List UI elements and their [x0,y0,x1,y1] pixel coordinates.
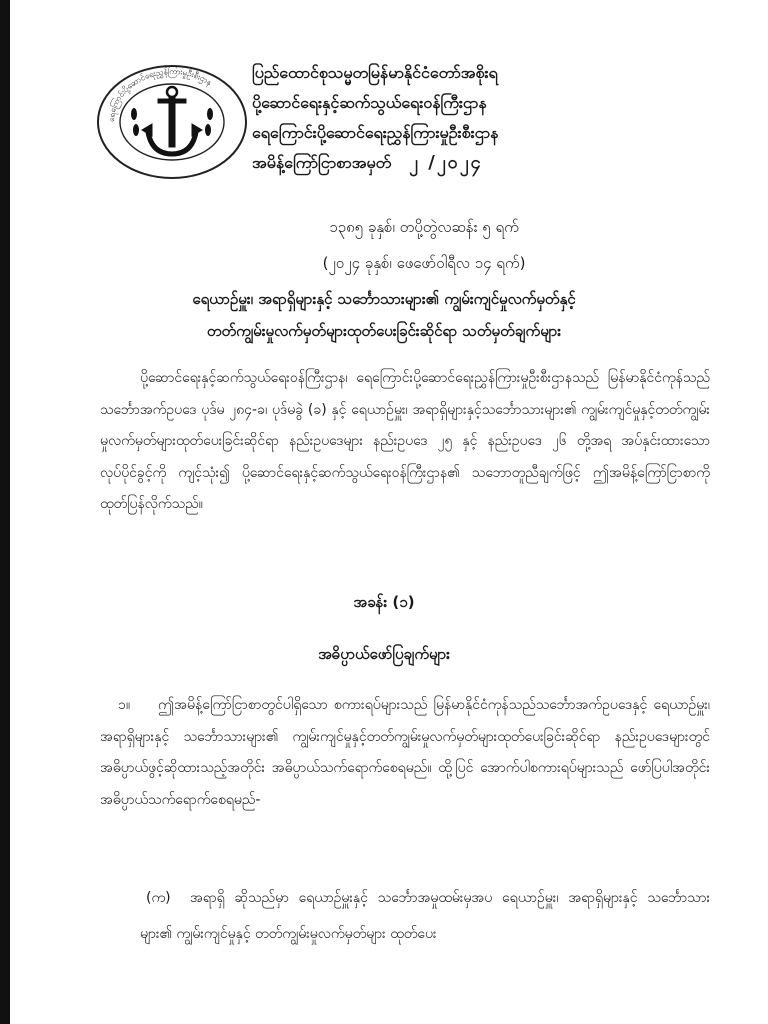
clause-number: (က) [146,890,171,906]
document-header [252,58,672,178]
notification-label: အမိန့်ကြော်ငြာစာအမှတ် [252,153,392,172]
preamble-paragraph: ပို့ဆောင်ရေးနှင့်ဆက်သွယ်ရေးဝန်ကြီးဌာန၊ ရေကြောင်းပို့ဆောင်ရေးညွှန်ကြားမှုဦးစီးဌာနသည် မြန်မာနိုင်ငံကုန်သည်သင်္ဘောအက်ဥပဒေ ပုဒ်မ ၂၈၄-ခ၊ ပုဒ်မခွဲ (ခ) နှင့် ရေယာဉ်မှူး၊ အရာရှိများနှင့်သင်္ဘောသားများ၏ ကျွမ်းကျင်မှုနှင့်တတ်ကျွမ်းမှုလက်မှတ်များထုတ်ပေးခြင်းဆိုင်ရာ နည်းဥပဒေများ နည်းဥပဒေ ၂၅ နှင့် နည်းဥပဒေ ၂၆ တို့အရ အပ်နှင်းထားသော လုပ်ပိုင်ခွင့်ကို ကျင့်သုံး၍ ပို့ဆောင်ရေးနှင့်ဆက်သွယ်ရေးဝန်ကြီးဌာန၏ သဘောတူညီချက်ဖြင့် ဤအမိန့်ကြော်ငြာစာကို ထုတ်ပြန်လိုက်သည်။ [100,370,710,512]
clause-a [140,880,710,952]
anchor-seal-emblem [92,62,252,182]
clause-text: အရာရှိ ဆိုသည်မှာ ရေယာဉ်မှူးနှင့် သင်္ဘောအမှုထမ်းမှအပ ရေယာဉ်မှူး၊ အရာရှိများနှင့် သင်္ဘောသားများ၏ ကျွမ်းကျင်မှုနှင့် တတ်ကျွမ်းမှုလက်မှတ်များ ထုတ်ပေး [140,890,710,942]
notification-number: ၂ /၂၀၂၄ [409,152,483,173]
svg-text:ရေကြောင်းပို့ဆောင်ရေးညွှန်ကြား [107,66,214,123]
section-text: ဤအမိန့်ကြော်ငြာစာတွင်ပါရှိသော စကားရပ်များသည် မြန်မာနိုင်ငံကုန်သည်သင်္ဘောအက်ဥပဒေနှင့် ရေယာဉ်မှူး၊ အရာရှိများနှင့် သင်္ဘောသားများ၏ ကျွမ်းကျင်မှုနှင့်တတ်ကျွမ်းမှုလက်မှတ်များထုတ်ပေးခြင်းဆိုင်ရာ နည်းဥပဒေများတွင် အဓိပ္ပာယ်ဖွင့်ဆိုထားသည့်အတိုင်း အဓိပ္ပာယ်သက်ရောက်စေရမည်။ ထို့ပြင် အောက်ပါစကားရပ်များသည် ဖော်ပြပါအတိုင်း အဓိပ္ပာယ်သက်ရောက်စေရမည်- [100,697,710,808]
scan-edge [0,0,10,1024]
document-title-line-1: ရေယာဉ်မှူး၊ အရာရှိများနှင့် သင်္ဘောသားများ၏ ကျွမ်းကျင်မှုလက်မှတ်နှင့် [192,290,576,308]
chapter-number: အခန်း (၁) [353,593,415,611]
notification-number-line [252,148,672,178]
anchor-icon [142,87,202,154]
myanmar-date: ၁၃၈၅ ခုနှစ်၊ တပို့တွဲလဆန်း ၅ ရက် [329,218,519,236]
gregorian-date: (၂၀၂၄ ခုနှစ်၊ ဖေဖော်ဝါရီလ ၁၄ ရက်) [322,254,526,272]
section-1 [100,690,710,816]
chapter-title: အဓိပ္ပာယ်ဖော်ပြချက်များ [318,645,450,663]
government-name: ပြည်ထောင်စုသမ္မတမြန်မာနိုင်ငံတော်အစိုးရ [252,63,498,82]
section-number: ၁။ [118,697,131,713]
ministry-name: ပို့ဆောင်ရေးနှင့်ဆက်သွယ်ရေးဝန်ကြီးဌာန [252,93,487,112]
seal-ring-text: ရေကြောင်းပို့ဆောင်ရေးညွှန်ကြားမှုဦးစီးဌာန [106,66,214,123]
document-title-line-2: တတ်ကျွမ်းမှုလက်မှတ်များထုတ်ပေးခြင်းဆိုင်ရာ သတ်မှတ်ချက်များ [206,322,562,340]
department-name: ရေကြောင်းပို့ဆောင်ရေးညွှန်ကြားမှုဦးစီးဌာန [252,123,499,142]
